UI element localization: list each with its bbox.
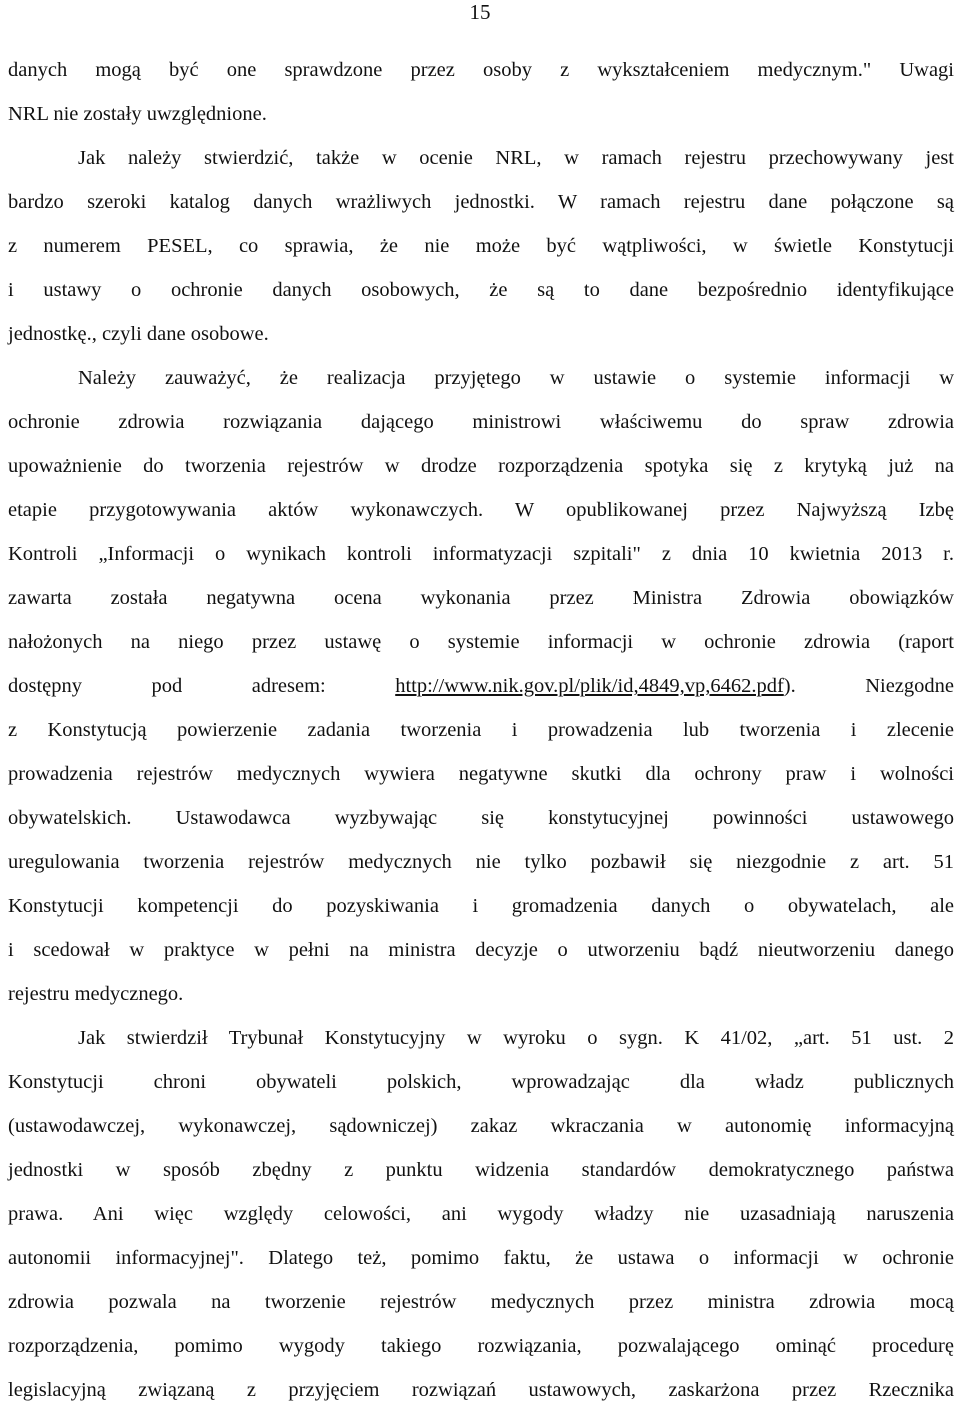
text-line: i scedował w praktyce w pełni na ministra decyzje o utworzeniu bądź nieutworzeniu danego [8, 939, 954, 961]
page-number: 15 [469, 0, 491, 24]
text-line: etapie przygotowywania aktów wykonawczych. W opublikowanej przez Najwyższą Izbę [8, 499, 954, 521]
text-line: z Konstytucją powierzenie zadania tworzenia i prowadzenia lub tworzenia i zlecenie [8, 719, 954, 741]
line-text: ). Niezgodne [783, 675, 955, 697]
text-line: Jak stwierdził Trybunał Konstytucyjny w wyroku o sygn. K 41/02, „art. 51 ust. 2 [78, 1027, 954, 1049]
text-line: legislacyjną związaną z przyjęciem rozwiązań ustawowych, zaskarżona przez Rzecznika [8, 1379, 954, 1401]
text-line: zdrowia pozwala na tworzenie rejestrów medycznych przez ministra zdrowia mocą [8, 1291, 954, 1313]
text-line: uregulowania tworzenia rejestrów medycznych nie tylko pozbawił się niezgodnie z art. 51 [8, 851, 954, 873]
text-line: Konstytucji kompetencji do pozyskiwania i gromadzenia danych o obywatelach, ale [8, 895, 954, 917]
report-link[interactable]: http://www.nik.gov.pl/plik/id,4849,vp,6462.pdf [395, 675, 784, 697]
text-line: autonomii informacyjnej". Dlatego też, pomimo faktu, że ustawa o informacji w ochronie [8, 1247, 954, 1269]
text-line: i ustawy o ochronie danych osobowych, że są to dane bezpośrednio identyfikujące [8, 279, 954, 301]
text-line: bardzo szeroki katalog danych wrażliwych jednostki. W ramach rejestru dane połączone są [8, 191, 954, 213]
text-line: Kontroli „Informacji o wynikach kontroli informatyzacji szpitali" z dnia 10 kwietnia 2013 r. [8, 543, 954, 565]
text-line: obywatelskich. Ustawodawca wyzbywając się konstytucyjnej powinności ustawowego [8, 807, 954, 829]
text-line: prowadzenia rejestrów medycznych wywiera negatywne skutki dla ochrony praw i wolności [8, 763, 954, 785]
text-line: nałożonych na niego przez ustawę o systemie informacji w ochronie zdrowia (raport [8, 631, 954, 653]
text-line: (ustawodawczej, wykonawczej, sądowniczej) zakaz wkraczania w autonomię informacyjną [8, 1115, 954, 1137]
text-line: jednostki w sposób zbędny z punktu widzenia standardów demokratycznego państwa [8, 1159, 954, 1181]
document-body [8, 48, 954, 1412]
text-line: danych mogą być one sprawdzone przez osoby z wykształceniem medycznym." Uwagi [8, 59, 954, 81]
text-line: Konstytucji chroni obywateli polskich, wprowadzając dla władz publicznych [8, 1071, 954, 1093]
text-line: z numerem PESEL, co sprawia, że nie może być wątpliwości, w świetle Konstytucji [8, 235, 954, 257]
text-line: ochronie zdrowia rozwiązania dającego ministrowi właściwemu do spraw zdrowia [8, 411, 954, 433]
text-line: Jak należy stwierdzić, także w ocenie NRL, w ramach rejestru przechowywany jest [78, 147, 954, 169]
text-line: NRL nie zostały uwzględnione. [8, 103, 267, 125]
text-line [8, 664, 954, 708]
text-line: jednostkę., czyli dane osobowe. [8, 323, 269, 345]
text-line: upoważnienie do tworzenia rejestrów w drodze rozporządzenia spotyka się z krytyką już na [8, 455, 954, 477]
text-line: rozporządzenia, pomimo wygody takiego rozwiązania, pozwalającego ominąć procedurę [8, 1335, 954, 1357]
text-line: Należy zauważyć, że realizacja przyjętego w ustawie o systemie informacji w [78, 367, 954, 389]
text-line: prawa. Ani więc względy celowości, ani wygody władzy nie uzasadniają naruszenia [8, 1203, 954, 1225]
text-line: rejestru medycznego. [8, 983, 184, 1005]
text-line: zawarta została negatywna ocena wykonania przez Ministra Zdrowia obowiązków [8, 587, 954, 609]
line-text: dostępny pod adresem: [8, 675, 396, 697]
